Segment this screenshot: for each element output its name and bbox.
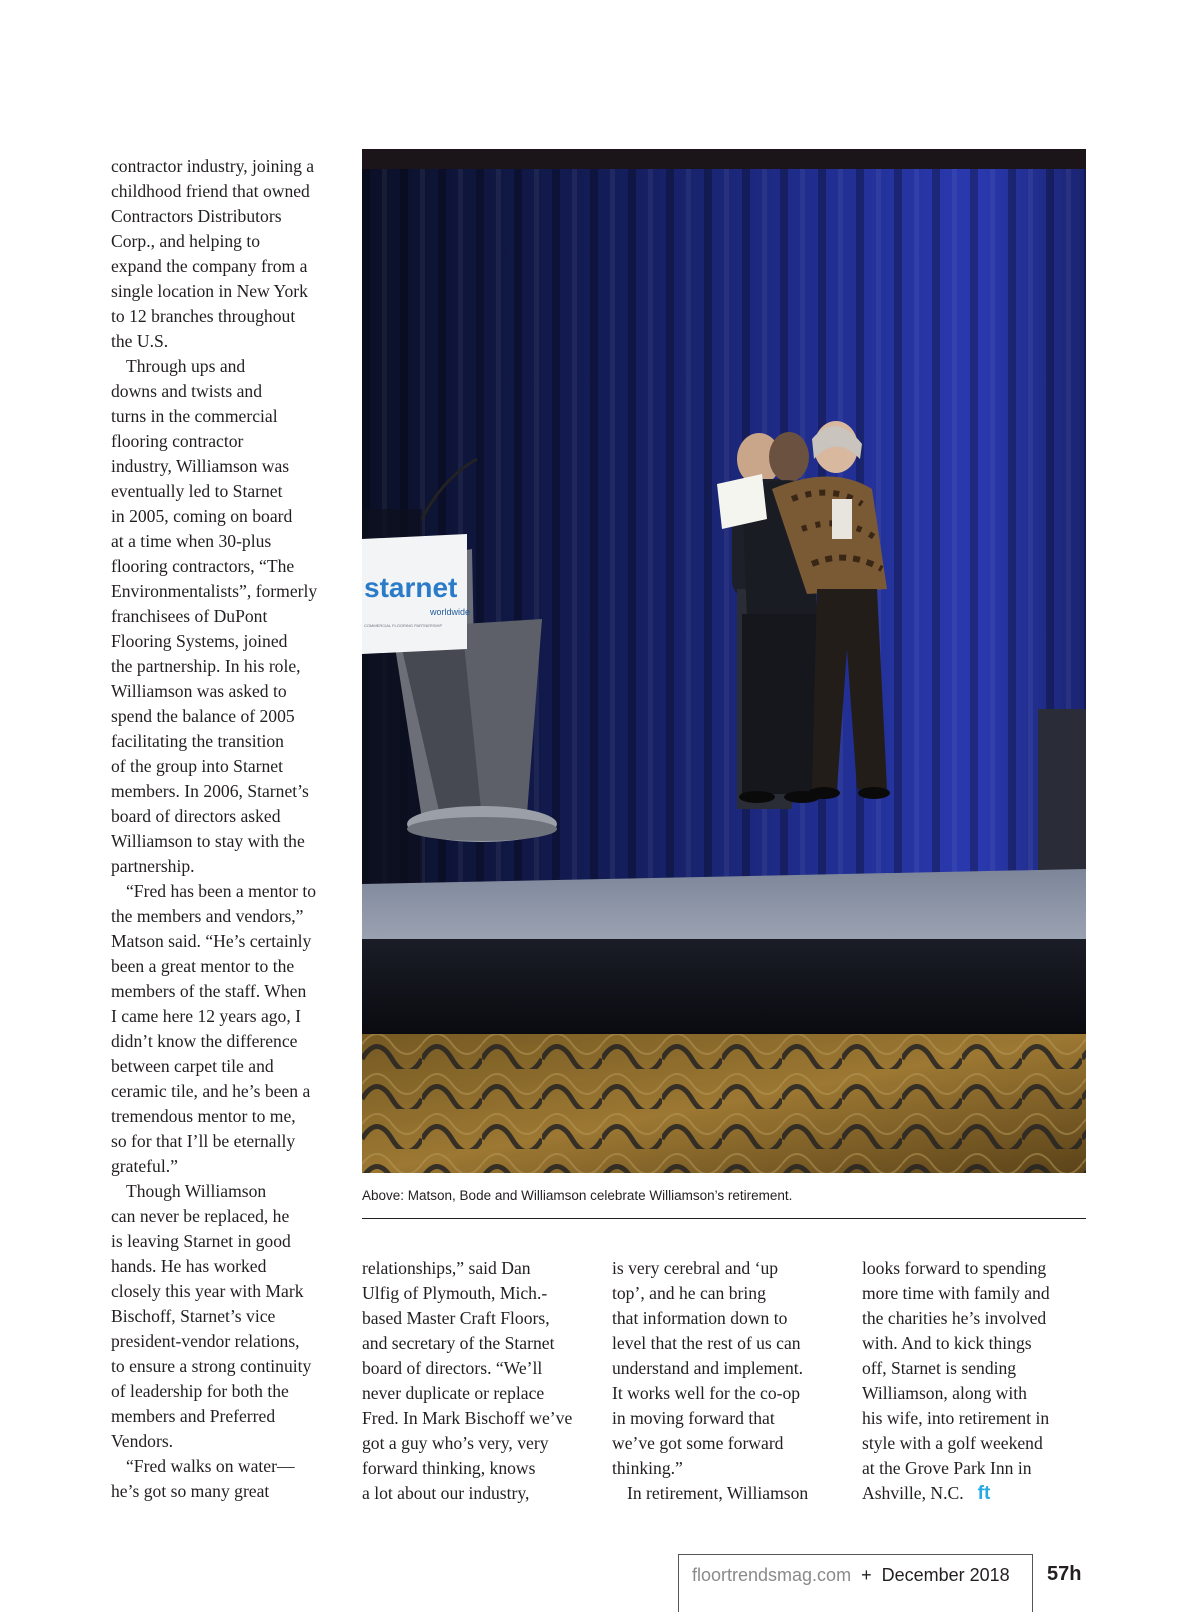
article-text-line: In retirement, Williamson xyxy=(627,1483,809,1503)
article-text-line: “Fred has been a mentor to xyxy=(126,881,317,901)
article-text-line: of the group into Starnet xyxy=(111,756,283,776)
article-text-line: the members and vendors,” xyxy=(111,906,304,926)
article-text-line: Ashville, N.C. ft xyxy=(862,1483,991,1504)
footer-issue: December 2018 xyxy=(881,1565,1010,1585)
article-text-line: contractor industry, joining a xyxy=(111,156,315,176)
article-text-line: based Master Craft Floors, xyxy=(362,1308,550,1328)
article-text-line: and secretary of the Starnet xyxy=(362,1333,555,1353)
article-column-4 xyxy=(862,1256,1100,1506)
article-text-line: Bischoff, Starnet’s vice xyxy=(111,1306,276,1326)
article-text-line: “Fred walks on water— xyxy=(126,1456,295,1476)
article-text-line: can never be replaced, he xyxy=(111,1206,290,1226)
article-text-line: to 12 branches throughout xyxy=(111,306,296,326)
article-text-line: downs and twists and xyxy=(111,381,263,401)
article-text-line: got a guy who’s very, very xyxy=(362,1433,549,1453)
article-text-line: partnership. xyxy=(111,856,195,876)
article-text-line: been a great mentor to the xyxy=(111,956,295,976)
article-text-line: Ulfig of Plymouth, Mich.- xyxy=(362,1283,548,1303)
article-text-line: we’ve got some forward xyxy=(612,1433,784,1453)
article-text-line: industry, Williamson was xyxy=(111,456,290,476)
article-text-line: the U.S. xyxy=(111,331,169,351)
footer-separator: + xyxy=(861,1565,872,1585)
article-column-3 xyxy=(612,1256,850,1506)
article-text-line: members of the staff. When xyxy=(111,981,307,1001)
article-text-line: didn’t know the difference xyxy=(111,1031,298,1051)
page-number: 57h xyxy=(1047,1563,1082,1585)
article-text-line: closely this year with Mark xyxy=(111,1281,304,1301)
article-text-line: franchisees of DuPont xyxy=(111,606,268,626)
article-text-line: Though Williamson xyxy=(126,1181,267,1201)
article-text-line: top’, and he can bring xyxy=(612,1283,766,1303)
podium-sign-tagline: COMMERCIAL FLOORING PARTNERSHIP xyxy=(364,623,443,628)
article-text-line: Environmentalists”, formerly xyxy=(111,581,318,601)
article-text-line: forward thinking, knows xyxy=(362,1458,536,1478)
article-text-line: understand and implement. xyxy=(612,1358,804,1378)
article-text-line: childhood friend that owned xyxy=(111,181,310,201)
article-text-line: I came here 12 years ago, I xyxy=(111,1006,302,1026)
article-text-line: hands. He has worked xyxy=(111,1256,267,1276)
article-column-left xyxy=(111,154,343,1504)
footer-folio xyxy=(692,1565,1010,1586)
article-text-line: board of directors asked xyxy=(111,806,281,826)
article-text-line: looks forward to spending xyxy=(862,1258,1047,1278)
article-text-line: style with a golf weekend xyxy=(862,1433,1043,1453)
end-of-article-mark: ft xyxy=(977,1483,991,1504)
article-text-line: never duplicate or replace xyxy=(362,1383,545,1403)
article-text-line: at a time when 30-plus xyxy=(111,531,272,551)
article-text-line: the partnership. In his role, xyxy=(111,656,301,676)
article-text-line: of leadership for both the xyxy=(111,1381,289,1401)
article-text-line: in 2005, coming on board xyxy=(111,506,293,526)
article-text-line: Fred. In Mark Bischoff we’ve xyxy=(362,1408,573,1428)
article-text-line: more time with family and xyxy=(862,1283,1050,1303)
article-column-2 xyxy=(362,1256,600,1506)
article-text-line: board of directors. “We’ll xyxy=(362,1358,543,1378)
article-text-line: Flooring Systems, joined xyxy=(111,631,288,651)
article-text-line: grateful.” xyxy=(111,1156,178,1176)
article-text-line: tremendous mentor to me, xyxy=(111,1106,296,1126)
article-text-line: is very cerebral and ‘up xyxy=(612,1258,779,1278)
article-text-line: in moving forward that xyxy=(612,1408,775,1428)
article-text-line: single location in New York xyxy=(111,281,308,301)
article-text-line: his wife, into retirement in xyxy=(862,1408,1050,1428)
podium-sign-sub: worldwide xyxy=(430,607,471,617)
article-text-line: a lot about our industry, xyxy=(362,1483,530,1503)
article-text-line: relationships,” said Dan xyxy=(362,1258,531,1278)
article-text-line: It works well for the co-op xyxy=(612,1383,801,1403)
article-photo xyxy=(362,149,1086,1173)
caption-divider xyxy=(362,1218,1086,1219)
article-text-line: president-vendor relations, xyxy=(111,1331,300,1351)
article-text-line: facilitating the transition xyxy=(111,731,284,751)
article-text-line: flooring contractors, “The xyxy=(111,556,295,576)
article-text-line: so for that I’ll be eternally xyxy=(111,1131,296,1151)
article-text-line: he’s got so many great xyxy=(111,1481,270,1501)
article-text-line: level that the rest of us can xyxy=(612,1333,801,1353)
article-text-line: Matson said. “He’s certainly xyxy=(111,931,312,951)
article-text-line: eventually led to Starnet xyxy=(111,481,283,501)
article-text-line: members and Preferred xyxy=(111,1406,276,1426)
article-text-line: Through ups and xyxy=(126,356,246,376)
article-text-line: members. In 2006, Starnet’s xyxy=(111,781,309,801)
article-text-line: Williamson to stay with the xyxy=(111,831,305,851)
article-text-line: thinking.” xyxy=(612,1458,683,1478)
photo-caption: Above: Matson, Bode and Williamson celebrate Williamson’s retirement. xyxy=(362,1188,793,1203)
footer-site: floortrendsmag.com xyxy=(692,1565,852,1585)
article-text-line: off, Starnet is sending xyxy=(862,1358,1017,1378)
article-text-line: Williamson, along with xyxy=(862,1383,1027,1403)
article-text-line: Williamson was asked to xyxy=(111,681,287,701)
article-text-line: spend the balance of 2005 xyxy=(111,706,295,726)
article-text-line: at the Grove Park Inn in xyxy=(862,1458,1032,1478)
article-text-line: that information down to xyxy=(612,1308,788,1328)
podium-sign-brand: starnet xyxy=(364,572,458,603)
article-text-line: ceramic tile, and he’s been a xyxy=(111,1081,311,1101)
article-text-line: Vendors. xyxy=(111,1431,174,1451)
article-text-line: Corp., and helping to xyxy=(111,231,261,251)
article-text-line: the charities he’s involved xyxy=(862,1308,1047,1328)
article-text-line: turns in the commercial xyxy=(111,406,278,426)
article-text-line: flooring contractor xyxy=(111,431,244,451)
article-text-line: with. And to kick things xyxy=(862,1333,1032,1353)
article-text-line: is leaving Starnet in good xyxy=(111,1231,291,1251)
article-text-line: expand the company from a xyxy=(111,256,308,276)
article-text-line: Contractors Distributors xyxy=(111,206,282,226)
article-text-line: between carpet tile and xyxy=(111,1056,274,1076)
article-text-line: to ensure a strong continuity xyxy=(111,1356,312,1376)
